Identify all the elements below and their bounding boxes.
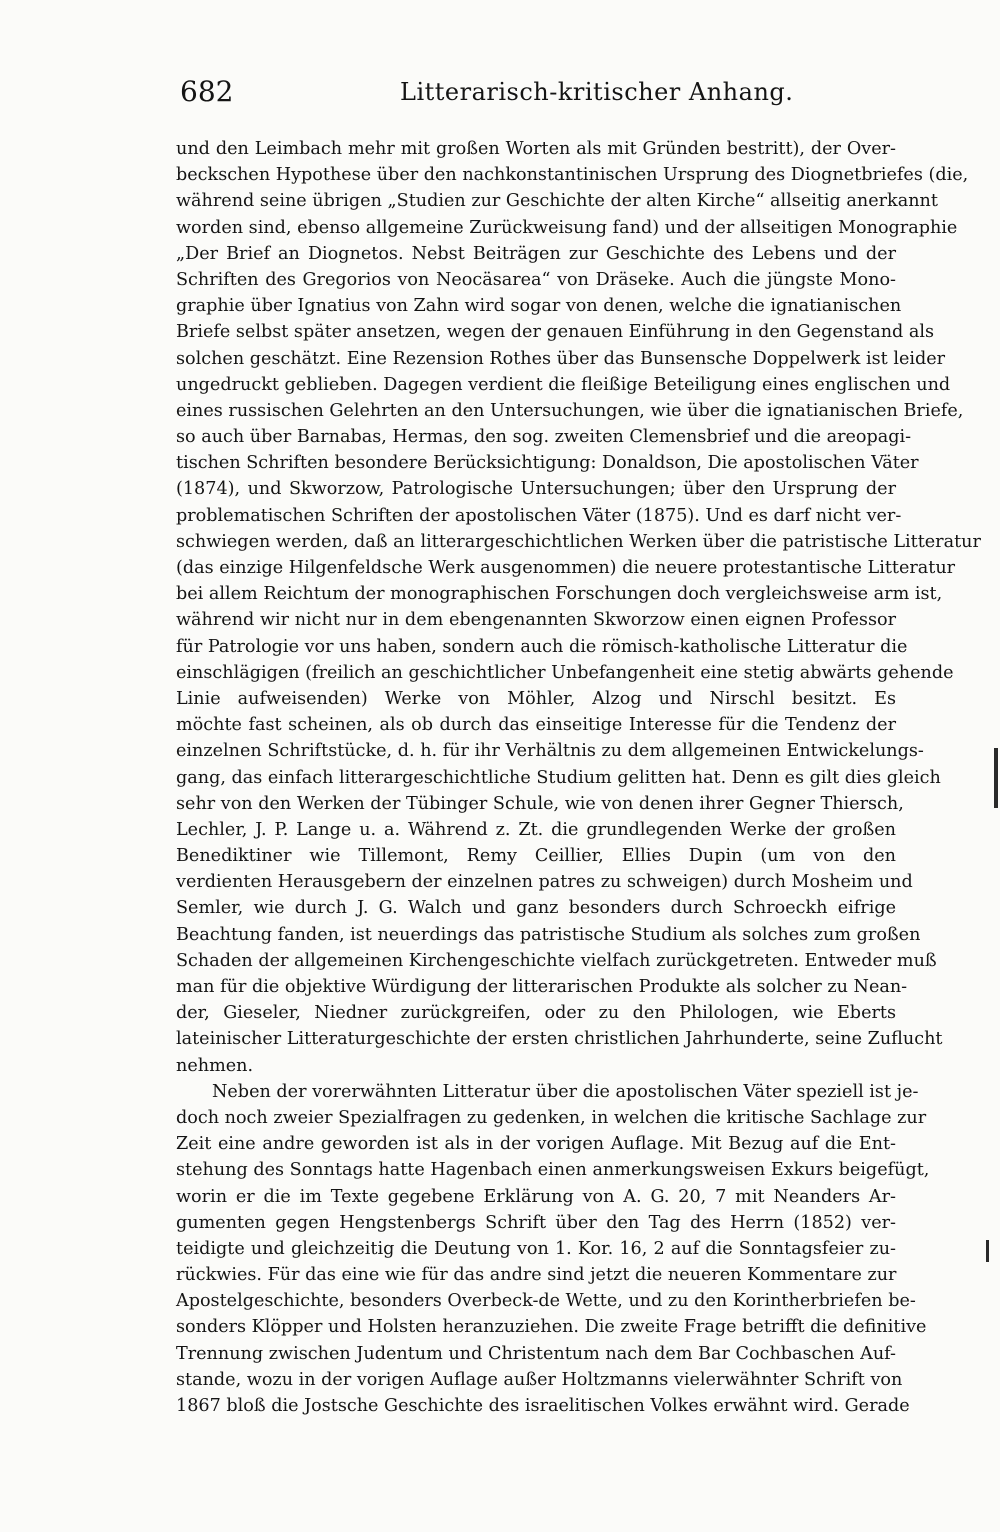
text-line: (das einzige Hilgenfeldsche Werk ausgenommen) die neuere protestantische Litteratur <box>176 558 956 578</box>
text-line: „Der Brief an Diognetos. Nebst Beiträgen zur Geschichte des Lebens und der <box>176 243 896 264</box>
text-line: gang, das einfach litterargeschichtliche Studium gelitten hat. Denn es gilt dies gleich <box>176 767 941 788</box>
text-line: einzelnen Schriftstücke, d. h. für ihr Verhältnis zu dem allgemeinen Entwickelungs- <box>176 741 924 762</box>
text-line: ungedruckt geblieben. Dagegen verdient die fleißige Beteiligung eines englischen und <box>176 374 951 395</box>
text-line: Schaden der allgemeinen Kirchengeschichte vielfach zurückgetreten. Entweder muß <box>176 950 937 971</box>
text-line: schwiegen werden, daß an litterargeschichtlichen Werken über die patristische Litteratur <box>176 531 981 552</box>
text-line: verdienten Herausgebern der einzelnen patres zu schweigen) durch Mosheim und <box>176 872 913 893</box>
page-header <box>176 72 896 112</box>
text-line: Schriften des Gregorios von Neocäsarea“ von Dräseke. Auch die jüngste Mono- <box>176 269 896 290</box>
text-line: worden sind, ebenso allgemeine Zurückweisung fand) und der allseitigen Monographie <box>176 217 958 238</box>
text-line: solchen geschätzt. Eine Rezension Rothes über das Bunsensche Doppelwerk ist leider <box>176 348 946 369</box>
running-head: Litterarisch-kritischer Anhang. <box>400 78 794 106</box>
text-line: beckschen Hypothese über den nachkonstantinischen Ursprung des Diognetbriefes (die, <box>176 165 969 186</box>
text-line: möchte fast scheinen, als ob durch das einseitige Interesse für die Tendenz der <box>176 715 896 736</box>
text-line: Neben der vorerwähnten Litteratur über die apostolischen Väter speziell ist je- <box>212 1081 919 1102</box>
text-line: sehr von den Werken der Tübinger Schule, wie von denen ihrer Gegner Thiersch, <box>176 793 904 814</box>
text-line: graphie über Ignatius von Zahn wird sogar von denen, welche die ignatianischen <box>176 296 902 317</box>
text-line: rückwies. Für das eine wie für das andre sind jetzt die neueren Kommentare zur <box>176 1265 897 1286</box>
text-line: teidigte und gleichzeitig die Deutung von 1. Kor. 16, 2 auf die Sonntagsfeier zu- <box>176 1238 896 1259</box>
text-line: Semler, wie durch J. G. Walch und ganz besonders durch Schroeckh eifrige <box>176 898 896 919</box>
text-line: gumenten gegen Hengstenbergs Schrift über den Tag des Herrn (1852) ver- <box>176 1212 896 1233</box>
text-line: worin er die im Texte gegebene Erklärung von A. G. 20, 7 mit Neanders Ar- <box>176 1186 896 1207</box>
text-line: bei allem Reichtum der monographischen Forschungen doch vergleichsweise arm ist, <box>176 584 943 605</box>
text-line: Apostelgeschichte, besonders Overbeck-de Wette, und zu den Korintherbriefen be- <box>176 1291 916 1312</box>
text-line: lateinischer Litteraturgeschichte der ersten christlichen Jahrhunderte, seine Zuflucht <box>176 1029 943 1050</box>
text-line: Trennung zwischen Judentum und Christentum nach dem Bar Cochbaschen Auf- <box>176 1343 896 1364</box>
text-line: nehmen. <box>176 1055 254 1076</box>
text-line: Briefe selbst später ansetzen, wegen der genauen Einführung in den Gegenstand als <box>176 322 935 343</box>
page-number: 682 <box>180 75 234 108</box>
text-line: Linie aufweisenden) Werke von Möhler, Alzog und Nirschl besitzt. Es <box>176 688 896 709</box>
text-line: tischen Schriften besondere Berücksichtigung: Donaldson, Die apostolischen Väter <box>176 453 919 474</box>
paragraph <box>176 136 981 1079</box>
text-line: problematischen Schriften der apostolischen Väter (1875). Und es darf nicht ver- <box>176 505 902 526</box>
body-text <box>176 136 981 1419</box>
text-line: eines russischen Gelehrten an den Untersuchungen, wie über die ignatianischen Briefe, <box>176 400 964 421</box>
text-line: stande, wozu in der vorigen Auflage außer Holtzmanns vielerwähnter Schrift von <box>176 1369 903 1390</box>
paragraph <box>176 1079 930 1419</box>
text-line: stehung des Sonntags hatte Hagenbach einen anmerkungsweisen Exkurs beigefügt, <box>176 1160 930 1181</box>
text-line: so auch über Barnabas, Hermas, den sog. zweiten Clemensbrief und die areopagi- <box>176 427 912 448</box>
text-line: während wir nicht nur in dem ebengenannten Skworzow einen eignen Professor <box>176 610 896 631</box>
text-line: sonders Klöpper und Holsten heranzuziehen. Die zweite Frage betrifft die definitive <box>176 1317 927 1338</box>
margin-ink-mark <box>994 748 998 808</box>
text-line: und den Leimbach mehr mit großen Worten als mit Gründen bestritt), der Over- <box>176 139 896 159</box>
text-line: während seine übrigen „Studien zur Geschichte der alten Kirche“ allseitig anerkannt <box>176 191 938 212</box>
text-line: (1874), und Skworzow, Patrologische Untersuchungen; über den Ursprung der <box>176 479 896 500</box>
text-line: Beachtung fanden, ist neuerdings das patristische Studium als solches zum großen <box>176 924 921 945</box>
text-line: der, Gieseler, Niedner zurückgreifen, oder zu den Philologen, wie Eberts <box>176 1003 896 1024</box>
text-line: Benediktiner wie Tillemont, Remy Ceillier, Ellies Dupin (um von den <box>176 846 896 867</box>
text-line: Zeit eine andre geworden ist als in der vorigen Auflage. Mit Bezug auf die Ent- <box>176 1134 896 1155</box>
margin-ink-mark <box>986 1240 989 1262</box>
text-line: 1867 bloß die Jostsche Geschichte des israelitischen Volkes erwähnt wird. Gerade <box>176 1396 910 1416</box>
text-line: doch noch zweier Spezialfragen zu gedenken, in welchen die kritische Sachlage zur <box>176 1107 927 1128</box>
text-line: für Patrologie vor uns haben, sondern auch die römisch-katholische Litteratur die <box>176 636 908 657</box>
text-line: Lechler, J. P. Lange u. a. Während z. Zt. die grundlegenden Werke der großen <box>176 819 896 840</box>
text-line: man für die objektive Würdigung der litterarischen Produkte als solcher zu Nean- <box>176 977 908 997</box>
text-line: einschlägigen (freilich an geschichtlicher Unbefangenheit eine stetig abwärts gehende <box>176 662 954 683</box>
